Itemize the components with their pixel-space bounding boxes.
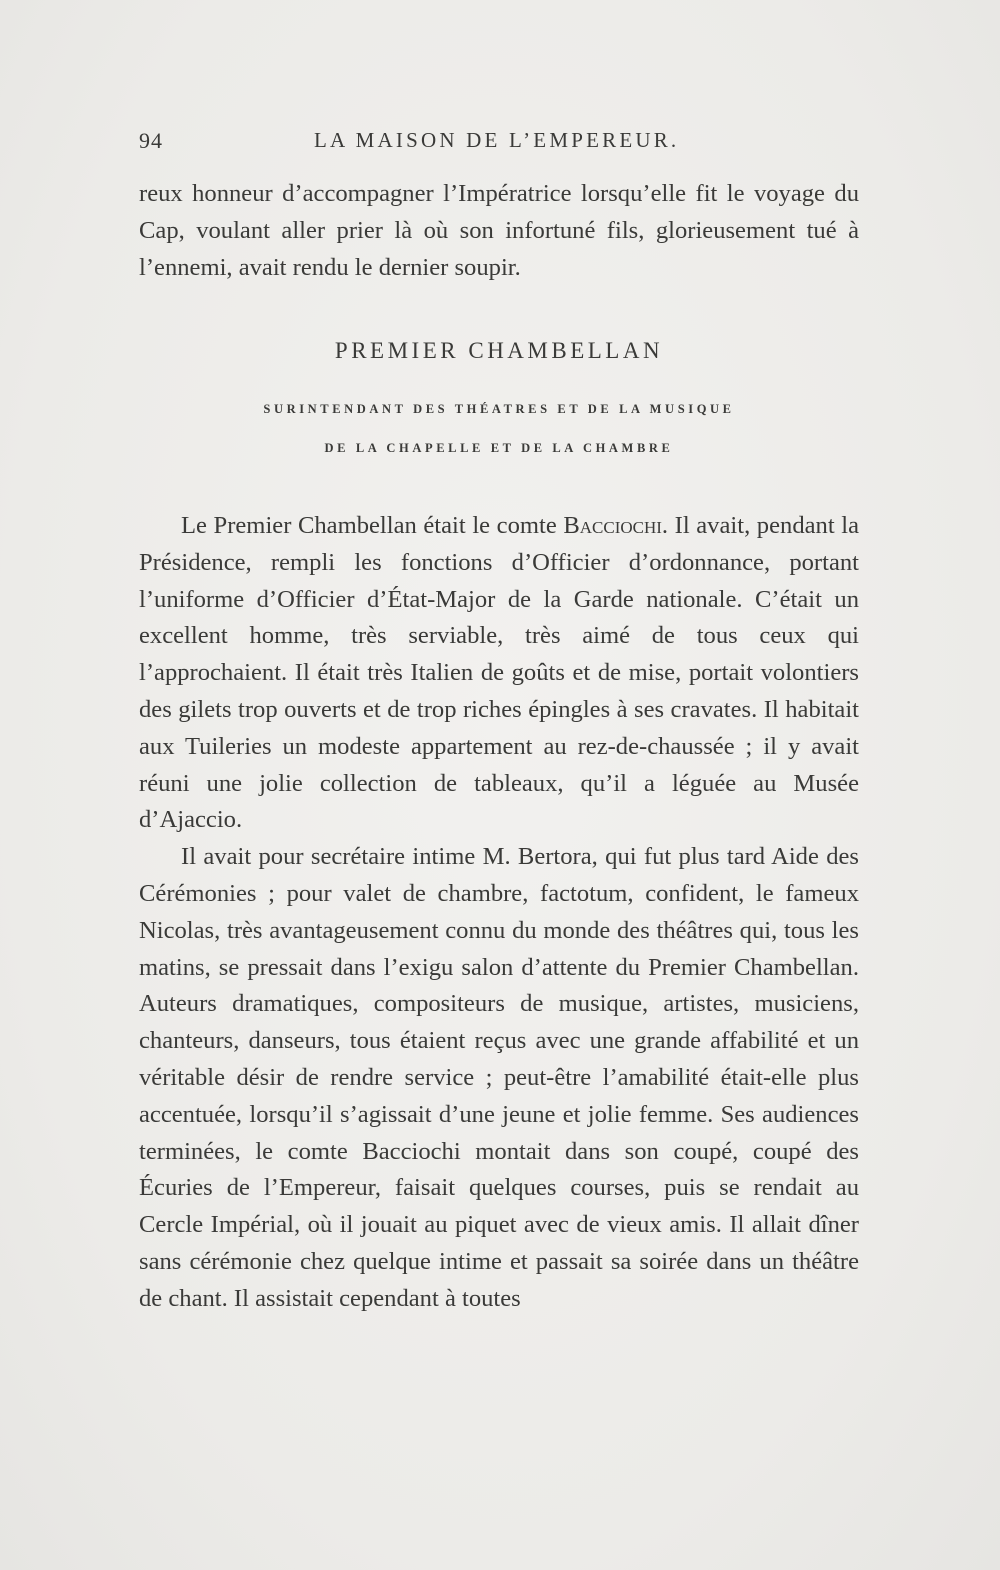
- opening-paragraph: reux honneur d’accompagner l’Impératrice lorsqu’elle fit le voyage du Cap, voulant aller prier là où son infortuné fils, glorieusement tué à l’ennemi, avait rendu le dernier soupir.: [139, 180, 859, 281]
- section-subtitle-line-1: SURINTENDANT DES THÉATRES ET DE LA MUSIQUE: [263, 402, 735, 416]
- section-subtitle-line-2: DE LA CHAPELLE ET DE LA CHAMBRE: [324, 441, 674, 455]
- paragraph-2: Il avait pour secrétaire intime M. Bertora, qui fut plus tard Aide des Cérémonies ; pour valet de chambre, factotum, confident, le fameux Nicolas, très avantageusement connu du monde des théâtres qui, tous les matins, se pressait dans l’exigu salon d’attente du Premier Chambellan. Auteurs dramatiques, compositeurs de musique, artistes, musiciens, chanteurs, danseurs, tous étaient reçus avec une grande affabilité et un véritable désir de rendre service ; peut-être l’amabilité était-elle plus accentuée, lorsqu’il s’agissait d’une jeune et jolie femme. Ses audiences terminées, le comte Bacciochi montait dans son coupé, coupé des Écuries de l’Empereur, faisait quelques courses, puis se rendait au Cercle Impérial, où il jouait au piquet avec de vieux amis. Il allait dîner sans cérémonie chez quelque intime et passait sa soirée dans un théâtre de chant. Il assistait cependant à toutes: [139, 843, 859, 1312]
- opening-paragraph-block: [139, 176, 859, 286]
- paragraph-1-rest: . Il avait, pendant la Présidence, rempli les fonctions d’Officier d’ordonnance, portant l’uniforme d’Officier d’État-Major de la Garde nationale. C’était un excellent homme, très serviable, très aimé de tous ceux qui l’approchaient. Il était très Italien de goûts et de mise, portait volontiers des gilets trop ouverts et de trop riches épingles à ses cravates. Il habitait aux Tuileries un modeste appartement au rez-de-chaussée ; il y avait réuni une jolie collection de tableaux, qu’il a léguée au Musée d’Ajaccio.: [139, 512, 859, 834]
- running-head: [139, 128, 859, 158]
- body-text: [139, 508, 859, 1318]
- section-title: PREMIER CHAMBELLAN: [334, 338, 664, 363]
- paragraph-1-start: Le Premier Chambellan était le comte: [181, 512, 564, 539]
- running-title: LA MAISON DE L’EMPEREUR.: [314, 128, 680, 152]
- page-number: 94: [139, 128, 163, 153]
- count-name: Bacciochi: [563, 512, 662, 539]
- paragraph-1: [139, 508, 859, 839]
